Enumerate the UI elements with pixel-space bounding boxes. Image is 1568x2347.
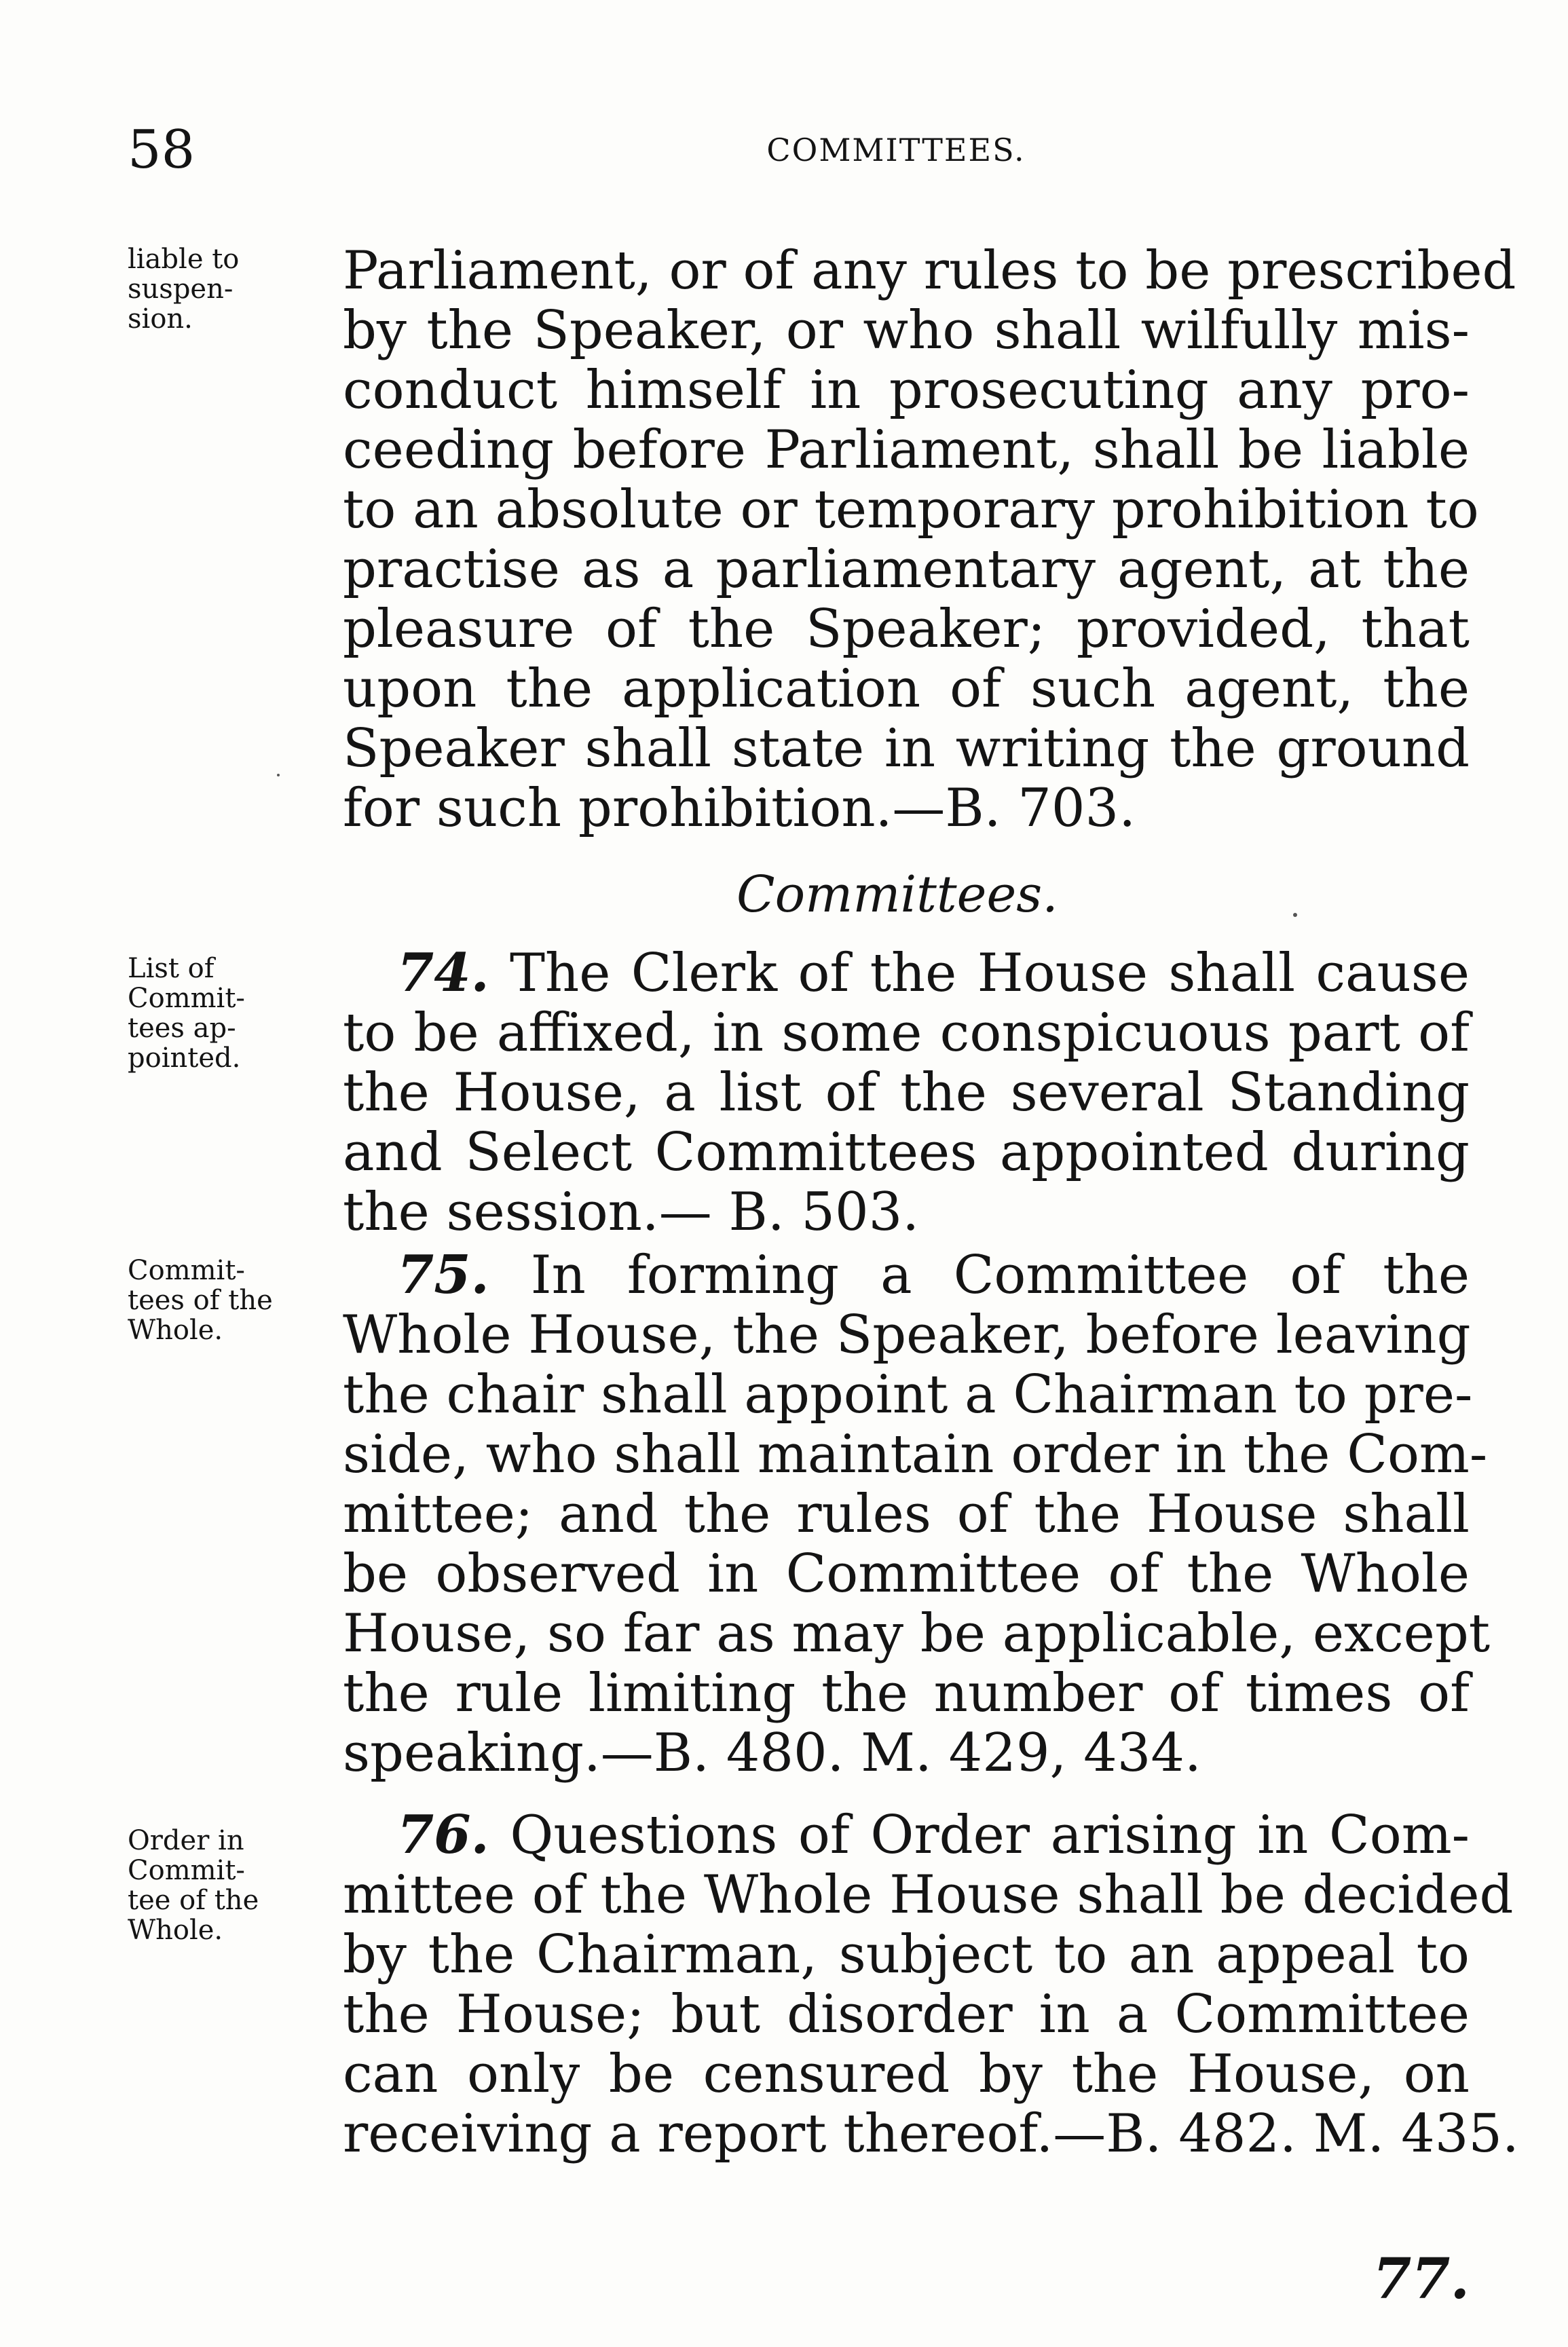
margin-note-committees-of-whole: Commit- tees of the Whole.: [128, 1255, 273, 1346]
print-speck: [1293, 913, 1297, 917]
section-number: 76.: [397, 1804, 489, 1866]
print-speck: [277, 774, 280, 776]
continuation-paragraph: Parliament, or of any rules to be prescribed by the Speaker, or who shall wilfully mis- conduct himself in prosecuting any pro- ceeding before Parliament, shall be liable to an absolute or temporary prohibition to practise as a parliamentary agent, at the pleasure of the Speaker; provided, that upon the application of such agent, the Speaker shall state in writing the ground for such prohibition.—B. 703.: [343, 240, 1516, 839]
margin-note-list-of-committees: List of Commit- tees ap- pointed.: [128, 953, 245, 1074]
page-number: 58: [128, 119, 195, 181]
section-76: 76. Questions of Order arising in Com- mittee of the Whole House shall be decided by the Chairman, subject to an appeal to the House; but disorder in a Committee can only be censured by the House, on receiving a report thereof.—B. 482. M. 435.: [343, 1804, 1519, 2164]
section-number: 75.: [397, 1244, 489, 1306]
section-heading: Committees.: [736, 865, 1058, 924]
section-75: 75. In forming a Committee of the Whole House, the Speaker, before leaving the chair shall appoint a Chairman to pre- side, who shall maintain order in the Com- mittee; and the rules of the House shall be observed in Committee of the Whole House, so far as may be applicable, except the rule limiting the number of times of speaking.—B. 480. M. 429, 434.: [343, 1244, 1491, 1784]
catchword: 77.: [1373, 2247, 1470, 2312]
margin-note-suspension: liable to suspen- sion.: [128, 244, 240, 335]
section-74: 74. The Clerk of the House shall cause to be affixed, in some conspicuous part of the House, a list of the several Standing and Select Committees appointed during the session.— B. 503.: [343, 942, 1470, 1243]
margin-note-order-in-committee: Order in Commit- tee of the Whole.: [128, 1825, 259, 1946]
section-number: 74.: [397, 942, 489, 1004]
running-title: COMMITTEES.: [766, 132, 1026, 168]
